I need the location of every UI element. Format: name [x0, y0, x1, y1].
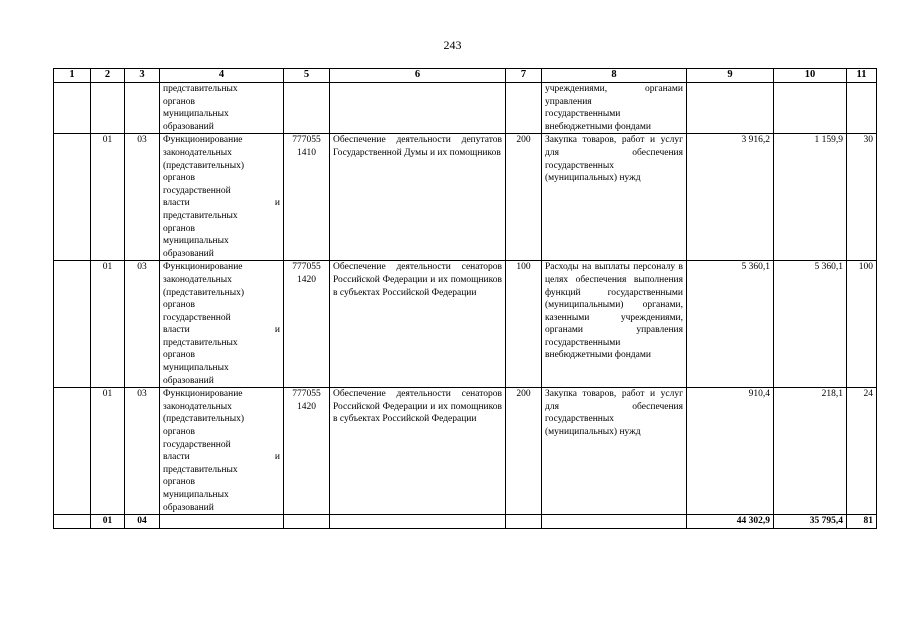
target-article-code: 777055 1420: [284, 261, 330, 388]
percent-col11: 81: [847, 515, 877, 529]
percent-col11: 24: [847, 388, 877, 515]
section-code: 01: [91, 515, 125, 529]
section-name-cell: Функционирование законодательных (представительных) органов государственной власти и представительных органов муниципальных образований: [160, 134, 284, 261]
amount-col10: 218,1: [774, 388, 847, 515]
expense-type-cell: Расходы на выплаты персоналу в целях обеспечения выполнения функций государственными (муниципальными) органами, казенными учреждениями, органами управления государственными внебюджетными фондами: [542, 261, 687, 388]
table-row: [54, 388, 877, 515]
table-row: [54, 134, 877, 261]
target-article-code: 777055 1410: [284, 134, 330, 261]
expense-type-cell: Закупка товаров, работ и услуг для обеспечения государственных (муниципальных) нужд: [542, 388, 687, 515]
expense-type-code: 100: [506, 261, 542, 388]
expense-type-cell: Закупка товаров, работ и услуг для обеспечения государственных (муниципальных) нужд: [542, 134, 687, 261]
section-name-cell: Функционирование законодательных (представительных) органов государственной власти и представительных органов муниципальных образований: [160, 388, 284, 515]
section-name-cell: представительных органов муниципальных образований: [160, 83, 284, 134]
section-name-cell: Функционирование законодательных (представительных) органов государственной власти и представительных органов муниципальных образований: [160, 261, 284, 388]
expense-type-code: 200: [506, 388, 542, 515]
amount-col9: 5 360,1: [687, 261, 774, 388]
continuation-row: [54, 83, 877, 134]
header-cell: 5: [284, 69, 330, 83]
amount-col10: 5 360,1: [774, 261, 847, 388]
header-cell: 1: [54, 69, 91, 83]
header-cell: 10: [774, 69, 847, 83]
header-cell: 9: [687, 69, 774, 83]
subsection-code: 03: [125, 261, 160, 388]
budget-table: [53, 68, 877, 529]
expense-type-code: 200: [506, 134, 542, 261]
amount-col9: 3 916,2: [687, 134, 774, 261]
section-code: 01: [91, 388, 125, 515]
header-cell: 2: [91, 69, 125, 83]
amount-col10: 35 795,4: [774, 515, 847, 529]
expense-type-cell: учреждениями, органами управления государственными внебюджетными фондами: [542, 83, 687, 134]
subsection-code: 03: [125, 134, 160, 261]
header-row: [54, 69, 877, 83]
purpose-cell: Обеспечение деятельности депутатов Государственной Думы и их помощников: [330, 134, 506, 261]
amount-col9: 910,4: [687, 388, 774, 515]
purpose-cell: Обеспечение деятельности сенаторов Российской Федерации и их помощников в субъектах Российской Федерации: [330, 388, 506, 515]
header-cell: 11: [847, 69, 877, 83]
target-article-code: 777055 1420: [284, 388, 330, 515]
table-row: [54, 261, 877, 388]
page-number: 243: [443, 38, 462, 52]
subsection-code: 03: [125, 388, 160, 515]
section-code: 01: [91, 261, 125, 388]
percent-col11: 30: [847, 134, 877, 261]
header-cell: 8: [542, 69, 687, 83]
header-cell: 4: [160, 69, 284, 83]
header-cell: 6: [330, 69, 506, 83]
section-code: 01: [91, 134, 125, 261]
subsection-code: 04: [125, 515, 160, 529]
purpose-cell: Обеспечение деятельности сенаторов Российской Федерации и их помощников в субъектах Российской Федерации: [330, 261, 506, 388]
amount-col9: 44 302,9: [687, 515, 774, 529]
header-cell: 7: [506, 69, 542, 83]
subtotal-row: [54, 515, 877, 529]
header-cell: 3: [125, 69, 160, 83]
amount-col10: 1 159,9: [774, 134, 847, 261]
percent-col11: 100: [847, 261, 877, 388]
